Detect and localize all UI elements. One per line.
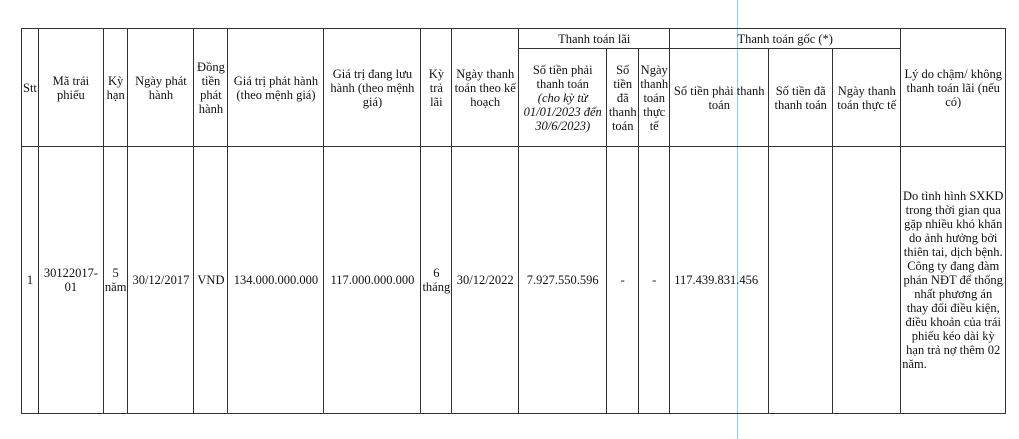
cell-principal-amount-paid <box>769 147 833 414</box>
header-term: Kỳ hạn <box>103 29 128 147</box>
header-interest-amount-paid: Số tiền đã thanh toán <box>607 49 639 147</box>
table-row <box>22 147 1006 414</box>
header-principal-amount-paid: Số tiền đã thanh toán <box>769 49 833 147</box>
cell-principal-actual-date <box>833 147 901 414</box>
header-interest-period-note: (cho kỳ từ 01/01/2023 đến 30/6/2023) <box>523 90 602 133</box>
bond-payment-table <box>21 28 1006 414</box>
header-interest-amount-due <box>519 49 607 147</box>
cell-interest-actual-date: - <box>639 147 670 414</box>
cell-interest-amount-due: 7.927.550.596 <box>519 147 607 414</box>
header-outstanding-value: Giá trị đang lưu hành (theo mệnh giá) <box>324 29 421 147</box>
cell-principal-amount-due: 117.439.831.456 <box>670 147 769 414</box>
header-interest-actual-date: Ngày thanh toán thực tế <box>639 49 670 147</box>
header-principal-actual-date: Ngày thanh toán thực tế <box>833 49 901 147</box>
header-stt: Stt <box>22 29 39 147</box>
header-bond-code: Mã trái phiếu <box>38 29 103 147</box>
cell-stt: 1 <box>22 147 39 414</box>
cell-reason: Do tình hình SXKD trong thời gian qua gặp nhiều khó khăn do ảnh hưởng bởi thiên tai, dịch bệnh. Công ty đang đàm phán NĐT để thống nhất phương án thay đổi điều kiện, điều khoản của trái phiếu kéo dài kỳ hạn trả nợ thêm 02 năm. <box>901 147 1006 414</box>
header-interest-amount-due-label: Số tiền phải thanh toán <box>532 62 593 91</box>
header-principal-amount-due: Số tiền phải thanh toán <box>670 49 769 147</box>
cell-outstanding-value: 117.000.000.000 <box>324 147 421 414</box>
header-issue-date: Ngày phát hành <box>128 29 194 147</box>
cell-issue-value: 134.000.000.000 <box>228 147 324 414</box>
cell-issue-date: 30/12/2017 <box>128 147 194 414</box>
header-issue-value: Giá trị phát hành (theo mệnh giá) <box>228 29 324 147</box>
header-principal-payment-group: Thanh toán gốc (*) <box>670 29 901 49</box>
header-reason: Lý do chậm/ không thanh toán lãi (nếu có) <box>901 29 1006 147</box>
header-interest-payment-group: Thanh toán lãi <box>519 29 670 49</box>
header-interest-period: Kỳ trả lãi <box>421 29 452 147</box>
cell-currency: VND <box>194 147 228 414</box>
cell-term: 5 năm <box>103 147 128 414</box>
header-currency: Đồng tiền phát hành <box>194 29 228 147</box>
cell-interest-amount-paid: - <box>607 147 639 414</box>
cell-interest-period: 6 tháng <box>421 147 452 414</box>
header-planned-payment-date: Ngày thanh toán theo kế hoạch <box>452 29 519 147</box>
cell-planned-payment-date: 30/12/2022 <box>452 147 519 414</box>
cell-bond-code: 30122017-01 <box>38 147 103 414</box>
